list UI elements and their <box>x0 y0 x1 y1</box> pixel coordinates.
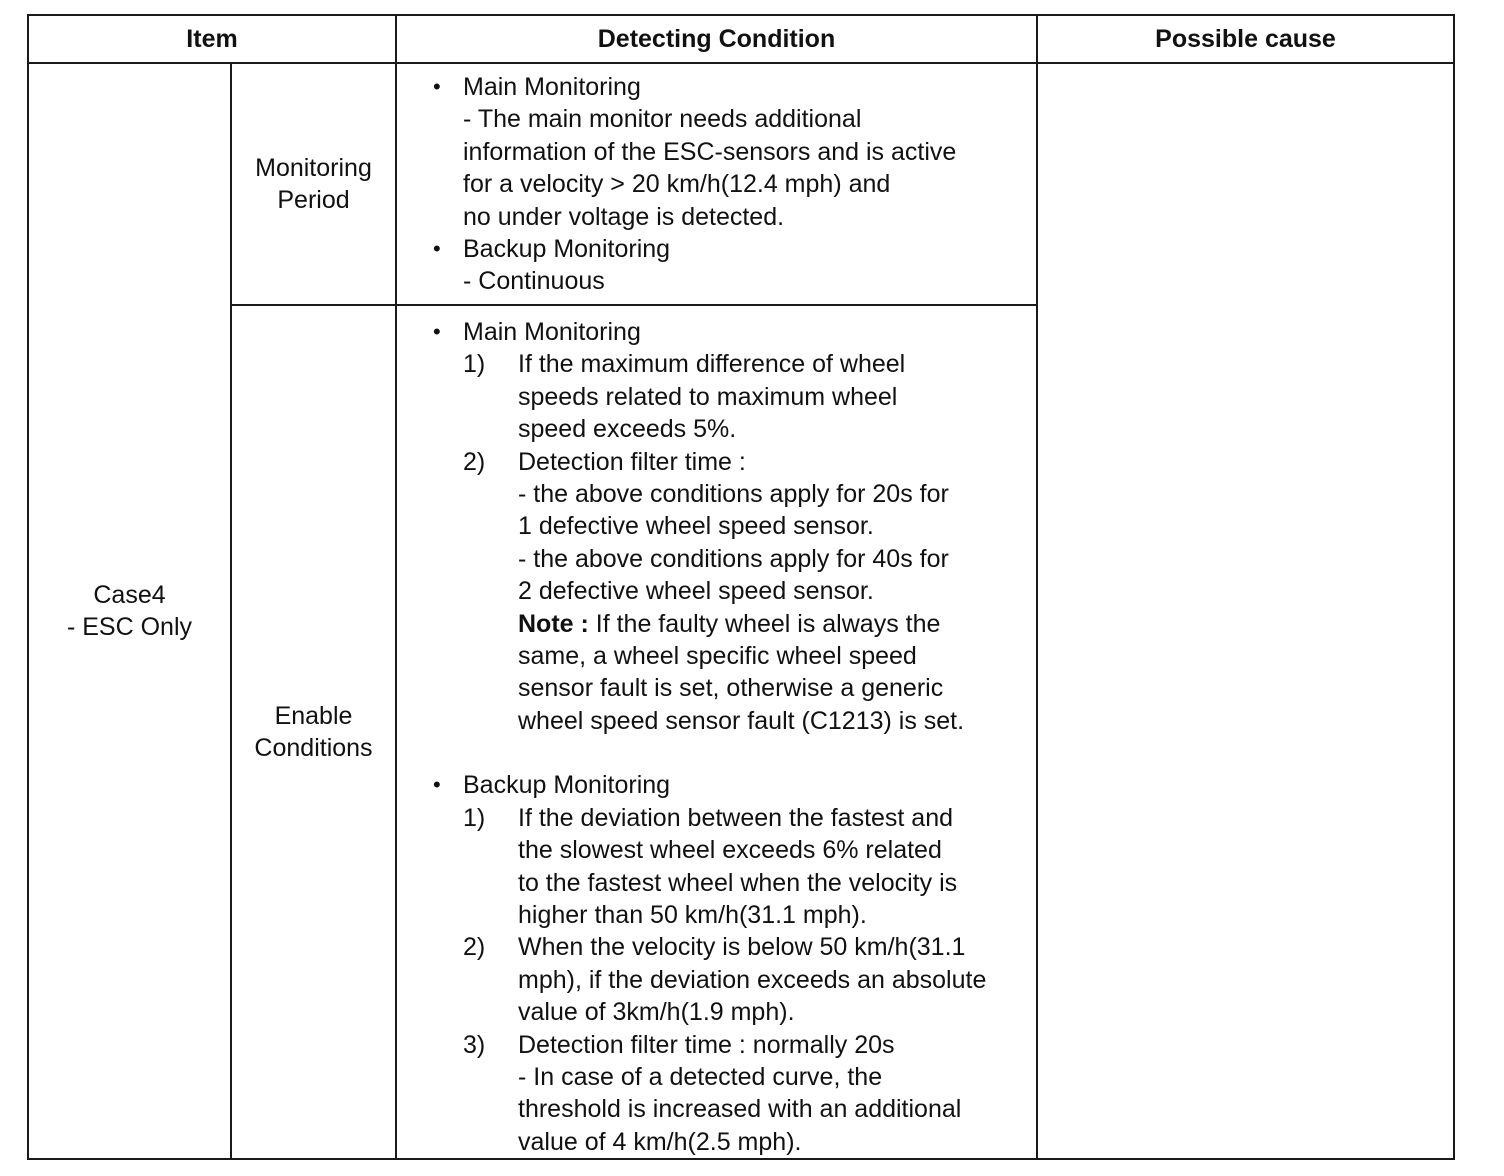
mp-main-line: no under voltage is detected. <box>463 202 785 231</box>
item-line: the slowest wheel exceeds 6% related <box>518 836 942 865</box>
enable-conditions-label-line1: Enable <box>274 702 353 731</box>
header-item: Item <box>28 15 396 63</box>
ec-main-item <box>463 446 1036 738</box>
item-number: 1) <box>463 803 486 832</box>
item-line: - the above conditions apply for 20s for <box>518 480 949 509</box>
ec-backup-monitoring-title: Backup Monitoring <box>463 771 671 800</box>
header-detecting-condition: Detecting Condition <box>396 15 1037 63</box>
item-number: 2) <box>463 447 486 476</box>
item-line: value of 3km/h(1.9 mph). <box>518 998 795 1027</box>
ec-backup-item <box>463 802 1036 932</box>
note-label: Note : <box>518 609 589 638</box>
enable-conditions-label <box>231 305 396 1159</box>
case-title: Case4 <box>93 581 166 610</box>
item-line: Detection filter time : <box>518 447 746 476</box>
ec-main-item <box>463 348 1036 445</box>
item-line: When the velocity is below 50 km/h(31.1 <box>518 933 966 962</box>
bullet-dot: • <box>433 236 441 262</box>
item-number: 3) <box>463 1030 486 1059</box>
enable-conditions-condition <box>396 305 1037 1159</box>
item-body <box>518 802 1036 932</box>
item-line: speeds related to maximum wheel <box>518 382 898 411</box>
note-line: same, a wheel specific wheel speed <box>518 642 917 671</box>
mp-main-line: information of the ESC-sensors and is active <box>463 137 957 166</box>
item-line: to the fastest wheel when the velocity is <box>518 868 958 897</box>
mp-main-monitoring-title: Main Monitoring <box>463 73 641 101</box>
ec-backup-item <box>463 931 1036 1028</box>
case-cell <box>28 63 231 1159</box>
item-line: value of 4 km/h(2.5 mph). <box>518 1127 802 1156</box>
bullet-dot: • <box>433 772 441 798</box>
mp-backup-monitoring <box>433 233 1036 265</box>
enable-conditions-label-line2: Conditions <box>254 734 373 763</box>
bullet-dot: • <box>433 74 441 99</box>
monitoring-period-label-line1: Monitoring <box>255 154 372 182</box>
item-number: 1) <box>463 350 486 379</box>
item-line: - In case of a detected curve, the <box>518 1062 883 1091</box>
item-body <box>518 446 1036 738</box>
ec-main-monitoring-title: Main Monitoring <box>463 318 641 346</box>
ec-backup-item <box>463 1029 1036 1159</box>
item-line: threshold is increased with an additional <box>518 1095 962 1124</box>
note-line: wheel speed sensor fault (C1213) is set. <box>518 706 965 735</box>
item-line: 2 defective wheel speed sensor. <box>518 577 874 606</box>
item-line: - the above conditions apply for 40s for <box>518 544 949 573</box>
case-subtitle: - ESC Only <box>66 613 193 642</box>
item-line: Detection filter time : normally 20s <box>518 1030 895 1059</box>
monitoring-period-row <box>28 63 1454 305</box>
item-line: speed exceeds 5%. <box>518 415 737 444</box>
item-line: If the maximum difference of wheel <box>518 350 906 379</box>
note-line <box>518 608 1030 640</box>
header-possible-cause: Possible cause <box>1037 15 1454 63</box>
note-line: sensor fault is set, otherwise a generic <box>518 674 944 703</box>
item-line: higher than 50 km/h(31.1 mph). <box>518 900 867 929</box>
item-body <box>518 1029 1036 1159</box>
monitoring-period-label <box>231 63 396 305</box>
item-body <box>518 931 1036 1028</box>
item-number: 2) <box>463 933 486 962</box>
item-body <box>518 348 1036 445</box>
header-row <box>28 15 1454 63</box>
mp-main-line: for a velocity > 20 km/h(12.4 mph) and <box>463 170 891 199</box>
note-text: If the faulty wheel is always the <box>588 609 941 638</box>
ec-main-monitoring <box>433 316 1036 348</box>
spacer <box>433 737 1036 769</box>
possible-cause-cell <box>1037 63 1454 1159</box>
ec-backup-monitoring <box>433 769 1036 801</box>
diagnostic-table <box>27 14 1455 1160</box>
mp-backup-line: - Continuous <box>463 267 605 296</box>
item-line: mph), if the deviation exceeds an absolute <box>518 965 987 994</box>
mp-backup-monitoring-title: Backup Monitoring <box>463 235 671 264</box>
monitoring-period-label-line2: Period <box>277 186 350 214</box>
mp-main-monitoring <box>433 71 1036 103</box>
item-line: 1 defective wheel speed sensor. <box>518 512 874 541</box>
mp-main-line: - The main monitor needs additional <box>463 105 862 134</box>
item-line: If the deviation between the fastest and <box>518 803 954 832</box>
bullet-dot: • <box>433 319 441 344</box>
monitoring-period-condition <box>396 63 1037 305</box>
